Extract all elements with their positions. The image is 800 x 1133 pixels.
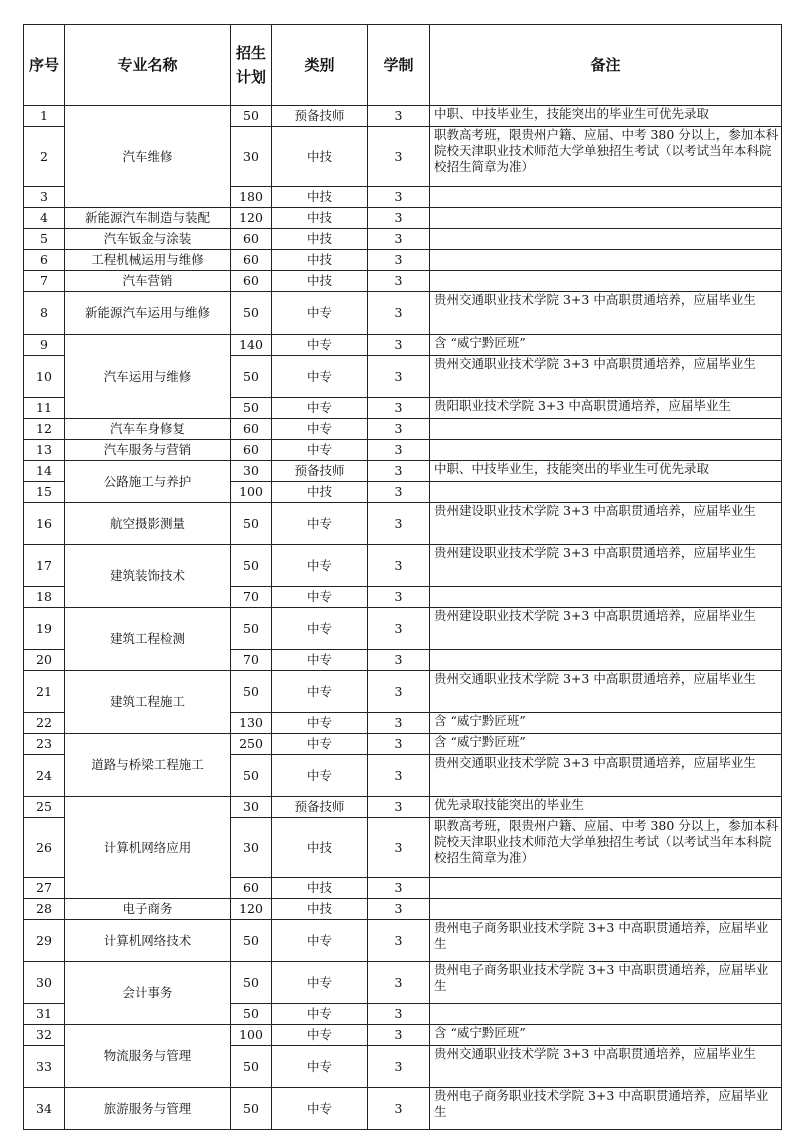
cell-duration: 3 <box>368 587 430 608</box>
cell-plan: 70 <box>231 650 272 671</box>
cell-remarks <box>430 419 782 440</box>
cell-index: 7 <box>24 271 65 292</box>
table-row <box>24 229 782 250</box>
cell-major: 航空摄影测量 <box>65 503 231 545</box>
cell-remarks: 含 “威宁黔匠班” <box>430 1025 782 1046</box>
cell-index: 31 <box>24 1004 65 1025</box>
cell-remarks: 贵州交通职业技术学院 3+3 中高职贯通培养，应届毕业生 <box>430 755 782 797</box>
cell-category: 中专 <box>272 356 368 398</box>
header-row <box>24 25 782 106</box>
cell-remarks: 贵州电子商务职业技术学院 3+3 中高职贯通培养，应届毕业生 <box>430 920 782 962</box>
cell-duration: 3 <box>368 1025 430 1046</box>
table-row <box>24 461 782 482</box>
cell-category: 中专 <box>272 1088 368 1130</box>
cell-duration: 3 <box>368 398 430 419</box>
cell-remarks: 贵州建设职业技术学院 3+3 中高职贯通培养，应届毕业生 <box>430 503 782 545</box>
cell-category: 中专 <box>272 1004 368 1025</box>
cell-index: 1 <box>24 106 65 127</box>
cell-index: 21 <box>24 671 65 713</box>
cell-remarks: 中职、中技毕业生，技能突出的毕业生可优先录取 <box>430 461 782 482</box>
table-row <box>24 271 782 292</box>
cell-duration: 3 <box>368 755 430 797</box>
cell-index: 5 <box>24 229 65 250</box>
table-row <box>24 1025 782 1046</box>
cell-duration: 3 <box>368 545 430 587</box>
table-row <box>24 335 782 356</box>
cell-remarks <box>430 229 782 250</box>
cell-major: 物流服务与管理 <box>65 1025 231 1088</box>
cell-category: 中专 <box>272 1046 368 1088</box>
cell-plan: 50 <box>231 1046 272 1088</box>
cell-category: 中技 <box>272 229 368 250</box>
cell-remarks <box>430 440 782 461</box>
cell-major: 建筑装饰技术 <box>65 545 231 608</box>
cell-major: 计算机网络应用 <box>65 797 231 899</box>
cell-index: 28 <box>24 899 65 920</box>
cell-index: 9 <box>24 335 65 356</box>
table-row <box>24 962 782 1004</box>
header-remarks: 备注 <box>430 25 782 106</box>
table-row <box>24 671 782 713</box>
cell-duration: 3 <box>368 440 430 461</box>
cell-index: 19 <box>24 608 65 650</box>
cell-duration: 3 <box>368 292 430 335</box>
cell-plan: 50 <box>231 398 272 419</box>
cell-remarks: 贵州电子商务职业技术学院 3+3 中高职贯通培养，应届毕业生 <box>430 1088 782 1130</box>
cell-index: 15 <box>24 482 65 503</box>
cell-category: 中专 <box>272 545 368 587</box>
cell-category: 中专 <box>272 755 368 797</box>
cell-remarks: 贵州建设职业技术学院 3+3 中高职贯通培养，应届毕业生 <box>430 608 782 650</box>
cell-plan: 180 <box>231 187 272 208</box>
table-row <box>24 608 782 650</box>
cell-category: 中专 <box>272 608 368 650</box>
cell-index: 30 <box>24 962 65 1004</box>
cell-duration: 3 <box>368 229 430 250</box>
cell-plan: 60 <box>231 878 272 899</box>
table-row <box>24 106 782 127</box>
cell-remarks: 职教高考班，限贵州户籍、应届、中考 380 分以上，参加本科院校天津职业技术师范大学单独招生考试（以考试当年本科院校招生简章为准） <box>430 127 782 187</box>
cell-category: 中技 <box>272 818 368 878</box>
cell-plan: 250 <box>231 734 272 755</box>
table-row <box>24 545 782 587</box>
cell-duration: 3 <box>368 920 430 962</box>
cell-duration: 3 <box>368 106 430 127</box>
cell-plan: 30 <box>231 797 272 818</box>
cell-remarks: 贵州交通职业技术学院 3+3 中高职贯通培养，应届毕业生 <box>430 1046 782 1088</box>
table-row <box>24 1088 782 1130</box>
table-row <box>24 797 782 818</box>
cell-plan: 50 <box>231 608 272 650</box>
cell-duration: 3 <box>368 878 430 899</box>
cell-remarks <box>430 899 782 920</box>
cell-plan: 120 <box>231 208 272 229</box>
header-plan-line1: 招生 <box>235 44 266 62</box>
cell-duration: 3 <box>368 734 430 755</box>
cell-duration: 3 <box>368 208 430 229</box>
cell-major: 建筑工程检测 <box>65 608 231 671</box>
cell-plan: 60 <box>231 250 272 271</box>
cell-plan: 140 <box>231 335 272 356</box>
cell-plan: 50 <box>231 671 272 713</box>
cell-remarks <box>430 208 782 229</box>
header-major: 专业名称 <box>65 25 231 106</box>
cell-duration: 3 <box>368 671 430 713</box>
cell-remarks <box>430 878 782 899</box>
cell-plan: 50 <box>231 356 272 398</box>
cell-index: 8 <box>24 292 65 335</box>
cell-duration: 3 <box>368 503 430 545</box>
cell-plan: 60 <box>231 440 272 461</box>
cell-category: 中专 <box>272 1025 368 1046</box>
cell-category: 中技 <box>272 899 368 920</box>
cell-index: 33 <box>24 1046 65 1088</box>
cell-category: 预备技师 <box>272 106 368 127</box>
table-row <box>24 734 782 755</box>
cell-major: 汽车营销 <box>65 271 231 292</box>
cell-major: 汽车维修 <box>65 106 231 208</box>
cell-category: 中专 <box>272 419 368 440</box>
cell-plan: 50 <box>231 755 272 797</box>
cell-duration: 3 <box>368 1046 430 1088</box>
cell-duration: 3 <box>368 962 430 1004</box>
cell-remarks: 贵州交通职业技术学院 3+3 中高职贯通培养，应届毕业生 <box>430 671 782 713</box>
cell-category: 中专 <box>272 292 368 335</box>
cell-category: 中专 <box>272 920 368 962</box>
cell-index: 16 <box>24 503 65 545</box>
cell-category: 中专 <box>272 962 368 1004</box>
cell-major: 旅游服务与管理 <box>65 1088 231 1130</box>
cell-duration: 3 <box>368 419 430 440</box>
cell-duration: 3 <box>368 127 430 187</box>
cell-remarks <box>430 250 782 271</box>
cell-duration: 3 <box>368 608 430 650</box>
cell-plan: 50 <box>231 545 272 587</box>
cell-remarks <box>430 271 782 292</box>
cell-category: 中专 <box>272 671 368 713</box>
cell-plan: 60 <box>231 419 272 440</box>
cell-duration: 3 <box>368 713 430 734</box>
header-category: 类别 <box>272 25 368 106</box>
cell-major: 汽车车身修复 <box>65 419 231 440</box>
enrollment-table <box>23 24 782 1130</box>
cell-plan: 50 <box>231 1004 272 1025</box>
cell-category: 预备技师 <box>272 461 368 482</box>
cell-duration: 3 <box>368 250 430 271</box>
cell-category: 中技 <box>272 250 368 271</box>
cell-remarks: 贵阳职业技术学院 3+3 中高职贯通培养，应届毕业生 <box>430 398 782 419</box>
cell-category: 中专 <box>272 398 368 419</box>
cell-category: 中技 <box>272 271 368 292</box>
cell-plan: 30 <box>231 127 272 187</box>
cell-major: 汽车钣金与涂装 <box>65 229 231 250</box>
cell-index: 18 <box>24 587 65 608</box>
table-row <box>24 419 782 440</box>
table-row <box>24 920 782 962</box>
cell-index: 26 <box>24 818 65 878</box>
cell-index: 24 <box>24 755 65 797</box>
cell-category: 中技 <box>272 208 368 229</box>
cell-index: 17 <box>24 545 65 587</box>
table-row <box>24 250 782 271</box>
cell-plan: 50 <box>231 920 272 962</box>
cell-index: 14 <box>24 461 65 482</box>
cell-remarks <box>430 587 782 608</box>
cell-index: 10 <box>24 356 65 398</box>
cell-remarks: 含 “威宁黔匠班” <box>430 335 782 356</box>
cell-index: 23 <box>24 734 65 755</box>
cell-index: 34 <box>24 1088 65 1130</box>
cell-remarks: 含 “威宁黔匠班” <box>430 734 782 755</box>
cell-major: 电子商务 <box>65 899 231 920</box>
cell-remarks: 贵州建设职业技术学院 3+3 中高职贯通培养，应届毕业生 <box>430 545 782 587</box>
cell-plan: 50 <box>231 292 272 335</box>
cell-remarks: 优先录取技能突出的毕业生 <box>430 797 782 818</box>
header-duration: 学制 <box>368 25 430 106</box>
cell-category: 中技 <box>272 127 368 187</box>
cell-major: 建筑工程施工 <box>65 671 231 734</box>
cell-category: 中专 <box>272 587 368 608</box>
cell-remarks: 职教高考班，限贵州户籍、应届、中考 380 分以上，参加本科院校天津职业技术师范大学单独招生考试（以考试当年本科院校招生简章为准） <box>430 818 782 878</box>
cell-plan: 70 <box>231 587 272 608</box>
cell-plan: 50 <box>231 106 272 127</box>
cell-major: 新能源汽车运用与维修 <box>65 292 231 335</box>
cell-major: 新能源汽车制造与装配 <box>65 208 231 229</box>
cell-category: 中专 <box>272 440 368 461</box>
cell-remarks <box>430 187 782 208</box>
cell-plan: 50 <box>231 503 272 545</box>
cell-remarks: 贵州电子商务职业技术学院 3+3 中高职贯通培养，应届毕业生 <box>430 962 782 1004</box>
cell-duration: 3 <box>368 1088 430 1130</box>
cell-index: 32 <box>24 1025 65 1046</box>
table-row <box>24 899 782 920</box>
cell-category: 中专 <box>272 335 368 356</box>
cell-index: 11 <box>24 398 65 419</box>
cell-category: 中技 <box>272 482 368 503</box>
table-row <box>24 503 782 545</box>
cell-category: 预备技师 <box>272 797 368 818</box>
cell-duration: 3 <box>368 335 430 356</box>
cell-index: 27 <box>24 878 65 899</box>
cell-plan: 50 <box>231 1088 272 1130</box>
cell-major: 工程机械运用与维修 <box>65 250 231 271</box>
cell-index: 20 <box>24 650 65 671</box>
cell-duration: 3 <box>368 187 430 208</box>
cell-plan: 60 <box>231 229 272 250</box>
cell-major: 会计事务 <box>65 962 231 1025</box>
cell-major: 公路施工与养护 <box>65 461 231 503</box>
cell-index: 4 <box>24 208 65 229</box>
cell-category: 中技 <box>272 878 368 899</box>
cell-category: 中专 <box>272 713 368 734</box>
cell-category: 中技 <box>272 187 368 208</box>
cell-plan: 130 <box>231 713 272 734</box>
cell-index: 6 <box>24 250 65 271</box>
cell-major: 汽车服务与营销 <box>65 440 231 461</box>
cell-major: 计算机网络技术 <box>65 920 231 962</box>
cell-plan: 100 <box>231 482 272 503</box>
cell-plan: 100 <box>231 1025 272 1046</box>
cell-major: 道路与桥梁工程施工 <box>65 734 231 797</box>
cell-remarks <box>430 482 782 503</box>
cell-index: 22 <box>24 713 65 734</box>
cell-duration: 3 <box>368 482 430 503</box>
cell-index: 3 <box>24 187 65 208</box>
cell-duration: 3 <box>368 271 430 292</box>
cell-duration: 3 <box>368 797 430 818</box>
cell-plan: 30 <box>231 461 272 482</box>
cell-duration: 3 <box>368 650 430 671</box>
cell-plan: 60 <box>231 271 272 292</box>
cell-remarks <box>430 1004 782 1025</box>
header-index: 序号 <box>24 25 65 106</box>
cell-plan: 50 <box>231 962 272 1004</box>
cell-remarks: 含 “威宁黔匠班” <box>430 713 782 734</box>
cell-category: 中专 <box>272 650 368 671</box>
cell-remarks: 贵州交通职业技术学院 3+3 中高职贯通培养，应届毕业生 <box>430 292 782 335</box>
cell-major: 汽车运用与维修 <box>65 335 231 419</box>
cell-remarks: 中职、中技毕业生，技能突出的毕业生可优先录取 <box>430 106 782 127</box>
header-plan <box>231 25 272 106</box>
header-plan-line2: 计划 <box>235 68 266 86</box>
cell-remarks: 贵州交通职业技术学院 3+3 中高职贯通培养，应届毕业生 <box>430 356 782 398</box>
cell-index: 2 <box>24 127 65 187</box>
cell-index: 29 <box>24 920 65 962</box>
cell-index: 12 <box>24 419 65 440</box>
table-row <box>24 440 782 461</box>
cell-index: 13 <box>24 440 65 461</box>
cell-category: 中专 <box>272 734 368 755</box>
cell-index: 25 <box>24 797 65 818</box>
table-row <box>24 208 782 229</box>
cell-plan: 120 <box>231 899 272 920</box>
cell-duration: 3 <box>368 818 430 878</box>
cell-duration: 3 <box>368 1004 430 1025</box>
cell-duration: 3 <box>368 356 430 398</box>
cell-duration: 3 <box>368 461 430 482</box>
cell-duration: 3 <box>368 899 430 920</box>
cell-category: 中专 <box>272 503 368 545</box>
table-row <box>24 292 782 335</box>
cell-plan: 30 <box>231 818 272 878</box>
cell-remarks <box>430 650 782 671</box>
